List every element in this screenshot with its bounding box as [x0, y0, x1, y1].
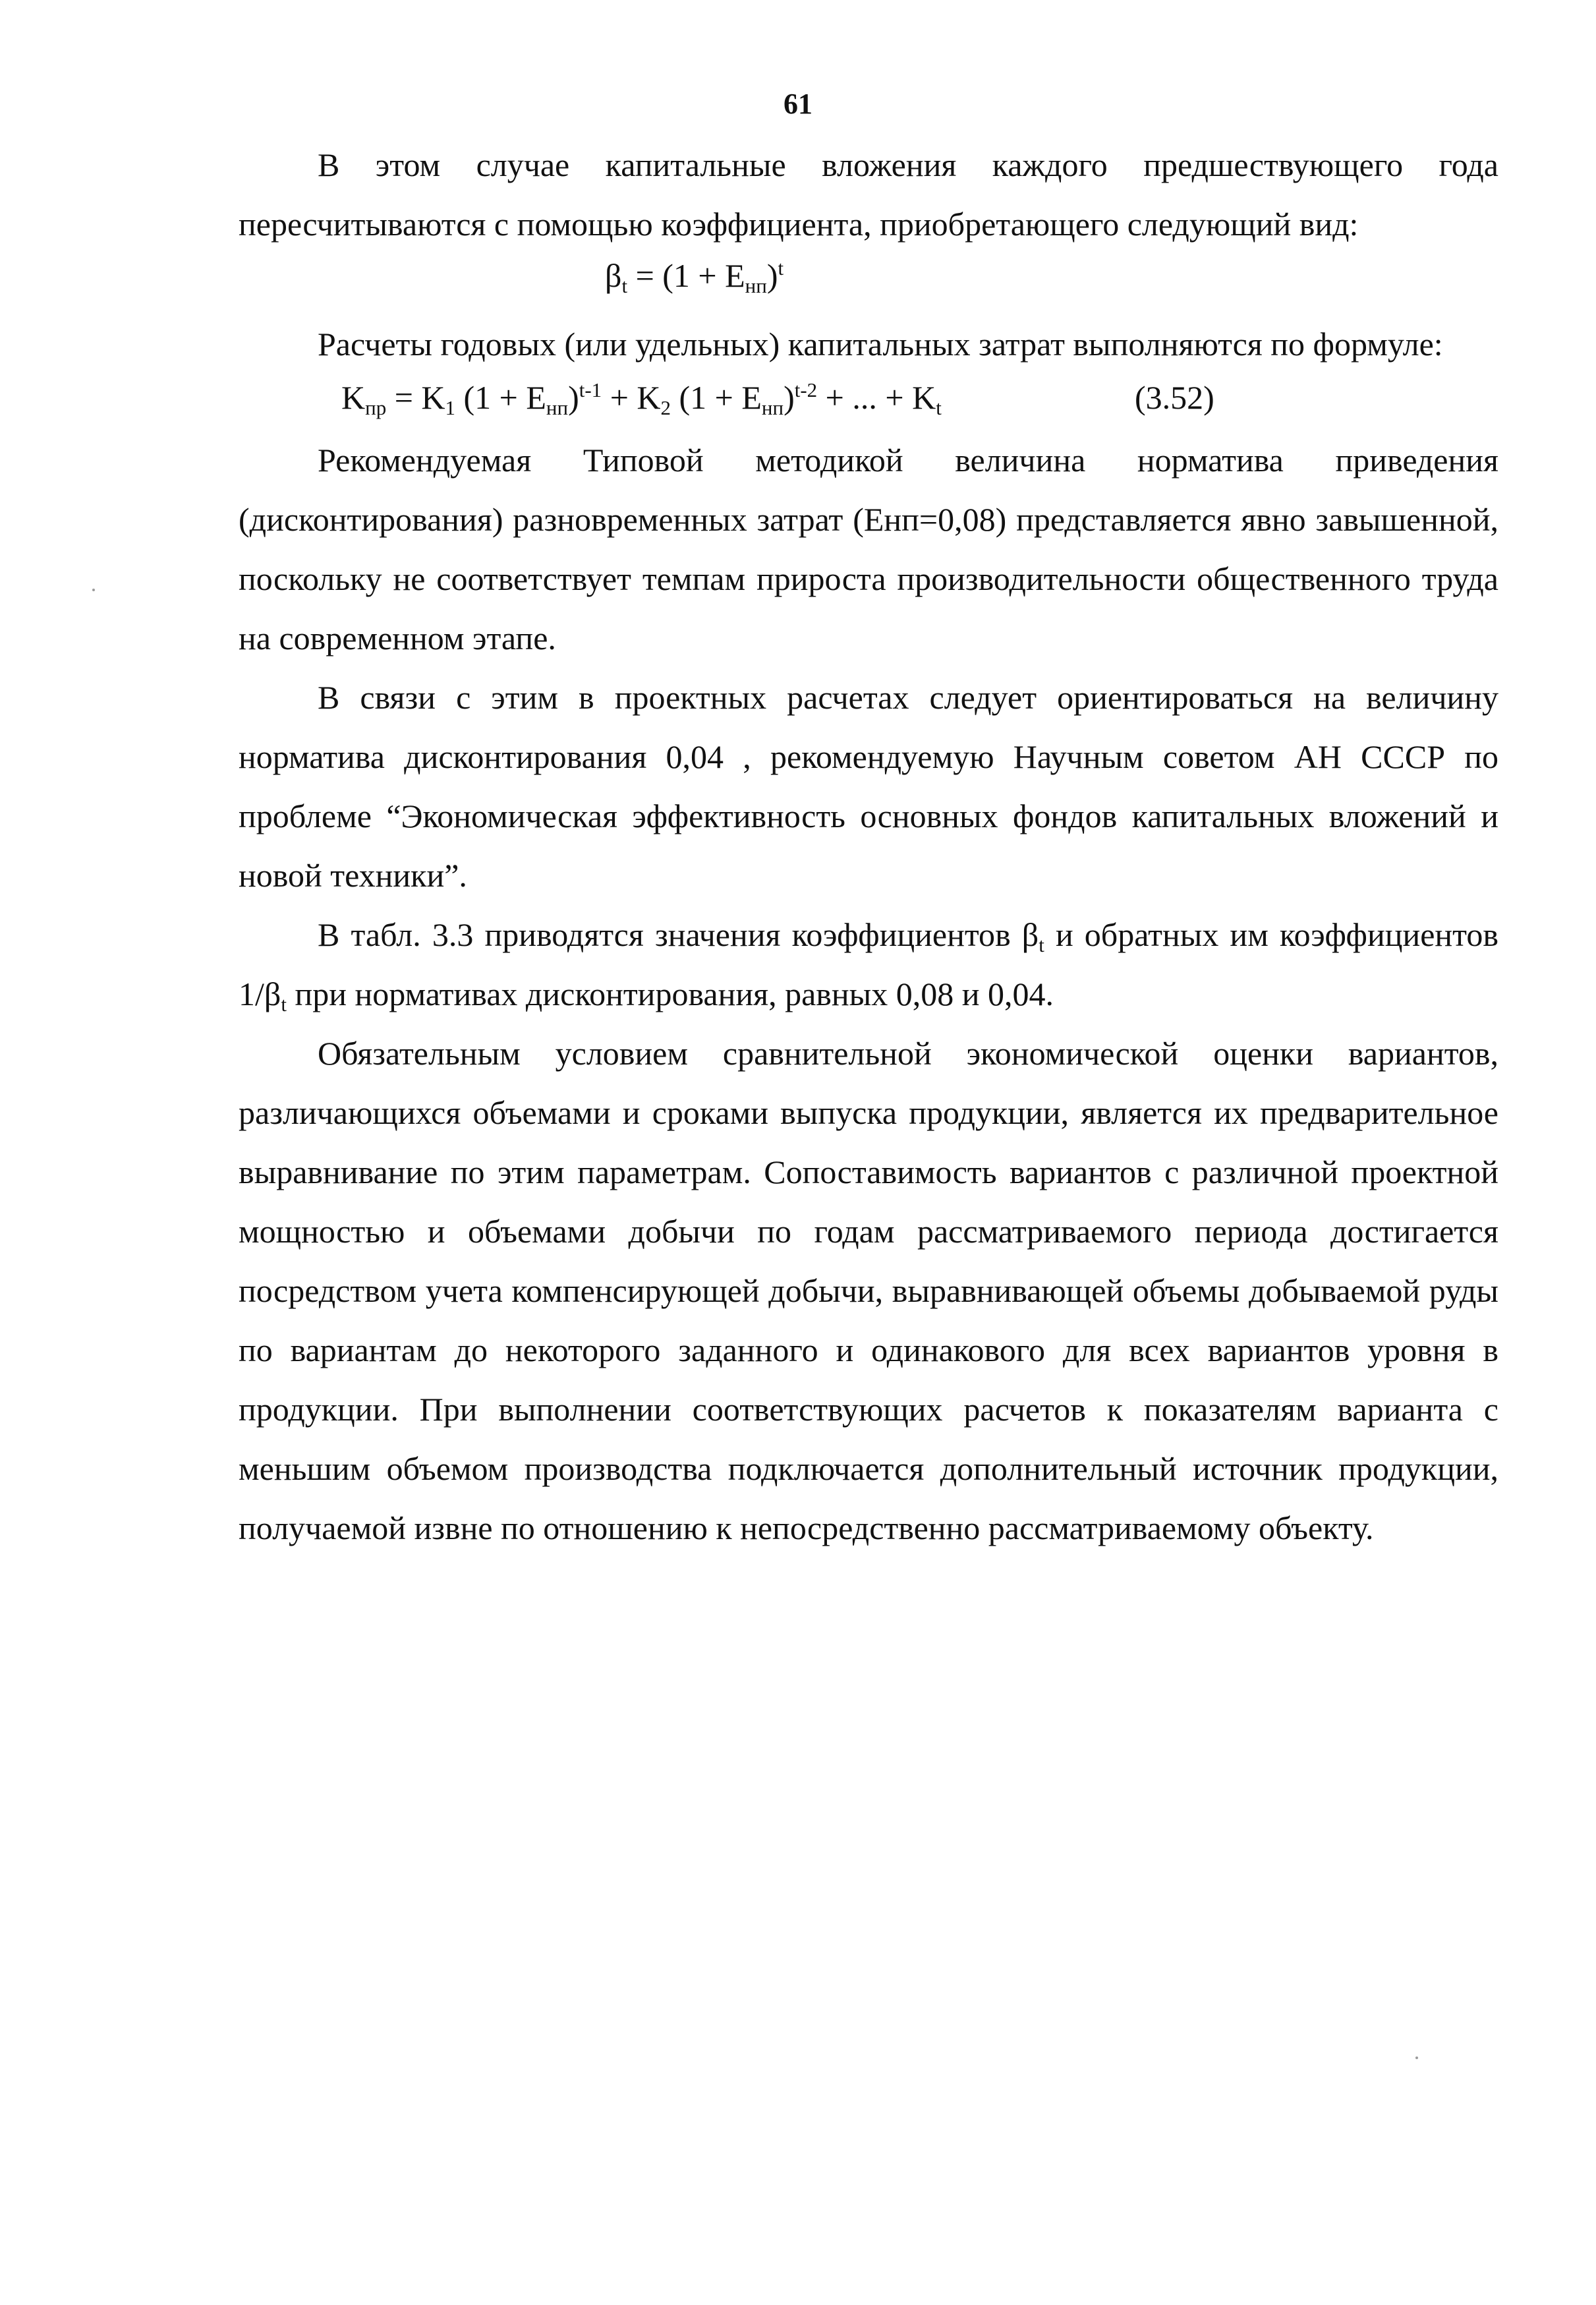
formula-beta-sub: t: [621, 274, 628, 297]
page-number: 61: [784, 88, 812, 120]
formula-beta-exp: t: [778, 256, 784, 279]
scan-speck: [1415, 2057, 1418, 2059]
formula-kpr-e1-sub: нп: [546, 396, 569, 419]
formula-kpr: [341, 378, 942, 417]
formula-kpr-tail: + ... + K: [817, 379, 936, 416]
formula-kpr-exp1: t-1: [579, 378, 602, 401]
formula-beta-e-sub: нп: [745, 274, 767, 297]
paragraph-recommended: [239, 430, 1498, 668]
formula-kpr-f1: (1 + E: [455, 379, 546, 416]
paragraph-text: Обязательным условием сравнительной экономической оценки вариантов, различающихся объемами и сроками выпуска продукции, является их предварительное выравнивание по этим параметрам. Сопоставимость вариантов с различной проектной мощностью и объемами добычи по годам рассматриваемого периода достигается посредством учета компенсирующей добычи, выравнивающей объемы добываемой руды по вариантам до некоторого заданного и одинакового для всех вариантов уровня в продукции. При выполнении соответствующих расчетов к показателям варианта с меньшим объемом производства подключается дополнительный источник продукции, получаемой извне по отношению к непосредственно рассматриваемому объекту.: [239, 1035, 1498, 1546]
paragraph-text: Расчеты годовых (или удельных) капитальных затрат выполняются по формуле:: [318, 326, 1443, 363]
formula-kpr-k: K: [341, 379, 366, 416]
paragraph-calc: [239, 314, 1498, 374]
paragraph-text: В связи с этим в проектных расчетах следует ориентироваться на величину норматива дисконтирования 0,04 , рекомендуемую Научным советом АН СССР по проблеме “Экономическая эффективность основных фондов капитальных вложений и новой техники”.: [239, 679, 1498, 894]
paragraph-text: В этом случае капитальные вложения каждого предшествующего года пересчитываются с помощью коэффициента, приобретающего следующий вид:: [239, 146, 1498, 243]
formula-kpr-k1-sub: 1: [445, 396, 456, 419]
paragraph-text: [239, 905, 1498, 1024]
formula-kpr-plus-k: + K: [602, 379, 661, 416]
formula-beta: [605, 256, 784, 295]
scan-speck: [92, 589, 95, 591]
p5-part-b: и обратных им коэффициентов 1/β: [239, 916, 1498, 1012]
p5-part-c: при нормативах дисконтирования, равных 0,08 и 0,04.: [286, 976, 1054, 1012]
formula-kpr-kt-sub: t: [936, 396, 942, 419]
formula-beta-close: ): [766, 257, 778, 294]
formula-kpr-c2: ): [784, 379, 795, 416]
paragraph-text: Рекомендуемая Типовой методикой величина норматива приведения (дисконтирования) разновременных затрат (Eнп=0,08) представляется явно завышенной, поскольку не соответствует темпам прироста производительности общественного труда на современном этапе.: [239, 442, 1498, 656]
paragraph-comparability: [239, 1024, 1498, 1558]
formula-kpr-e2-sub: нп: [761, 396, 784, 419]
formula-kpr-exp2: t-2: [794, 378, 818, 401]
p5-part-a: В табл. 3.3 приводятся значения коэффициентов β: [318, 916, 1039, 953]
formula-kpr-f2: (1 + E: [671, 379, 762, 416]
equation-number: (3.52): [1135, 379, 1214, 416]
p5-sub1: t: [1039, 933, 1044, 956]
paragraph-table-ref: [239, 905, 1498, 1024]
formula-kpr-c1: ): [568, 379, 579, 416]
formula-kpr-k2-sub: 2: [660, 396, 671, 419]
formula-kpr-k-sub: пр: [365, 396, 387, 419]
formula-kpr-eq: = K: [386, 379, 445, 416]
formula-beta-symbol: β: [605, 257, 622, 294]
paragraph-discount: [239, 668, 1498, 905]
formula-beta-eq: = (1 + E: [627, 257, 745, 294]
p5-sub2: t: [281, 993, 287, 1016]
paragraph-intro: [239, 135, 1498, 254]
